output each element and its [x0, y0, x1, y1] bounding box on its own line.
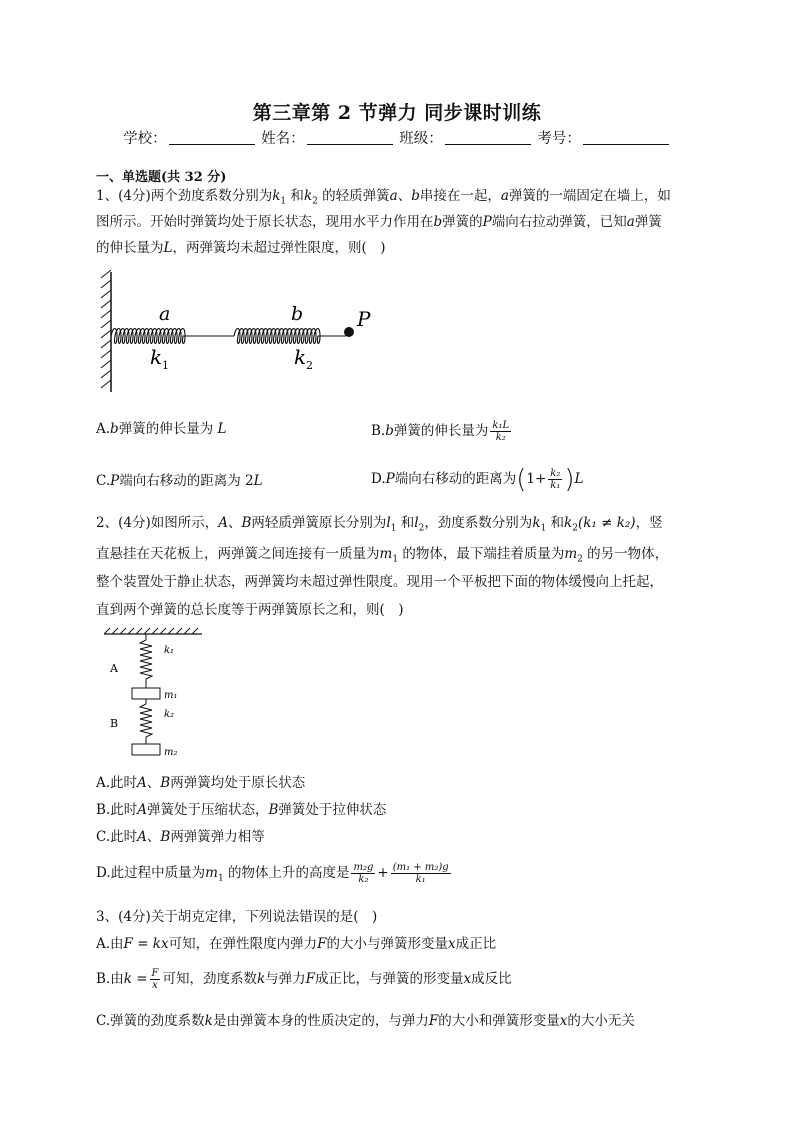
ceiling-hatching [104, 628, 198, 634]
point-p [344, 327, 354, 337]
q2-option-d[interactable]: D.此过程中质量为$m_1$ 的物体上升的高度是 $\frac{\text{m₂g}}{\text{k₂}}$ + $\frac{\text{(m₁ + m₂)g}}{\text{k₁}}$ [96, 862, 449, 885]
label-k1: k₁ [164, 645, 175, 656]
mass-m2-block [132, 744, 160, 755]
label-k2: k₂ [164, 709, 175, 720]
mass-m1-block [132, 688, 160, 699]
exam-no-blank[interactable] [583, 130, 669, 145]
wall-hatching [101, 270, 111, 388]
q2-option-b[interactable]: B.此时A弹簧处于压缩状态，B弹簧处于拉伸状态 [96, 802, 387, 818]
q1-option-d[interactable]: D.P端向右移动的距离为(1+ $\frac{\text{k₂}}{\text{k₁}}$ )L [371, 464, 584, 495]
label-spring-b: B [110, 717, 119, 730]
q1-optD-fraction: $\frac{\text{k₂}}{\text{k₁}}$ [550, 468, 561, 491]
q2-vertical-spring-figure [96, 626, 216, 762]
class-blank[interactable] [445, 130, 531, 145]
label-k1-sub: 1 [162, 359, 169, 372]
label-k1: k [150, 345, 163, 369]
q3-option-a[interactable]: A.由F = kx可知，在弹性限度内弹力F的大小与弹簧形变量x成正比 [96, 936, 497, 952]
label-k2: k [294, 345, 307, 369]
label-spring-a: A [110, 662, 118, 675]
label-p: P [357, 307, 371, 331]
q1-line-3: 的伸长量为L，两弹簧均未超过弹性限度，则( ) [96, 240, 386, 256]
q3-option-c[interactable]: C.弹簧的劲度系数k是由弹簧本身的性质决定的，与弹力F的大小和弹簧形变量x的大小无关 [96, 1013, 635, 1029]
label-m1: m₁ [164, 690, 178, 701]
q2-option-c[interactable]: C.此时A、B两弹簧弹力相等 [96, 829, 265, 845]
school-label: 学校： [123, 131, 167, 147]
spring-a-vertical [140, 634, 152, 688]
label-a: a [159, 303, 171, 325]
q3-optB-fraction: $\frac{F}{x}$ [151, 968, 159, 991]
exam-no-label: 考号： [537, 131, 581, 147]
name-blank[interactable] [307, 130, 393, 145]
label-b: b [291, 303, 304, 325]
q2-line-3: 整个装置处于静止状态，两弹簧均未超过弹性限度。现用一个平板把下面的物体缓慢向上托起， [96, 574, 663, 590]
student-info-line [0, 127, 794, 148]
q2-line-2: 直悬挂在天花板上，两弹簧之间连接有一质量为$m_1$ 的物体，最下端挂着质量为$m_2$ 的另一物体， [96, 546, 669, 565]
q1-option-c[interactable]: C.P端向右移动的距离为 2L [96, 473, 263, 489]
school-blank[interactable] [169, 130, 255, 145]
q2-line-4: 直到两个弹簧的总长度等于两弹簧原长之和，则( ) [96, 602, 404, 618]
label-k2-sub: 2 [306, 359, 313, 372]
page-title: 第三章第 2 节弹力 同步课时训练 [252, 102, 542, 124]
spring-a [111, 329, 208, 344]
q1-line-2: 图所示。开始时弹簧均处于原长状态，现用水平力作用在b弹簧的P端向右拉动弹簧，已知a弹簧 [96, 214, 662, 230]
q2-optD-fraction-1: $\frac{\text{m₂g}}{\text{k₂}}$ [353, 862, 374, 885]
class-label: 班级： [399, 131, 443, 147]
spring-b-vertical [140, 699, 152, 744]
q1-optB-fraction: $\frac{\text{k₁L}}{\text{k₂}}$ [492, 420, 510, 443]
q2-option-a[interactable]: A.此时A、B两弹簧均处于原长状态 [96, 775, 306, 791]
q3-option-b[interactable]: B.由k = $\frac{F}{x}$ 可知，劲度系数k与弹力F成正比，与弹簧的形变量x成反比 [96, 968, 512, 991]
q1-option-b[interactable]: B.b弹簧的伸长量为 $\frac{\text{k₁L}}{\text{k₂}}$ [371, 420, 510, 443]
section-heading: 一、单选题(共 32 分) [96, 170, 227, 185]
q1-line-1: 1、(4分)两个劲度系数分别为$k_1$ 和$k_2$ 的轻质弹簧a、b串接在一起，a弹簧的一端固定在墙上，如 [96, 188, 671, 207]
label-m2: m₂ [164, 747, 178, 758]
name-label: 姓名： [261, 131, 305, 147]
q2-line-1: 2、(4分)如图所示，A、B两轻质弹簧原长分别为$l_1$ 和$l_2$，劲度系数分别为$k_1$ 和$k_2(k_1 \ne k_2)$，竖 [96, 515, 663, 534]
q3-line-1: 3、(4分)关于胡克定律，下列说法错误的是( ) [96, 909, 378, 925]
spring-b [234, 329, 346, 344]
q2-optD-fraction-2: $\frac{\text{(m₁ + m₂)g}}{\text{k₁}}$ [392, 862, 449, 885]
q1-option-a[interactable]: A.b弹簧的伸长量为 L [96, 421, 227, 437]
q1-spring-figure [96, 268, 386, 396]
